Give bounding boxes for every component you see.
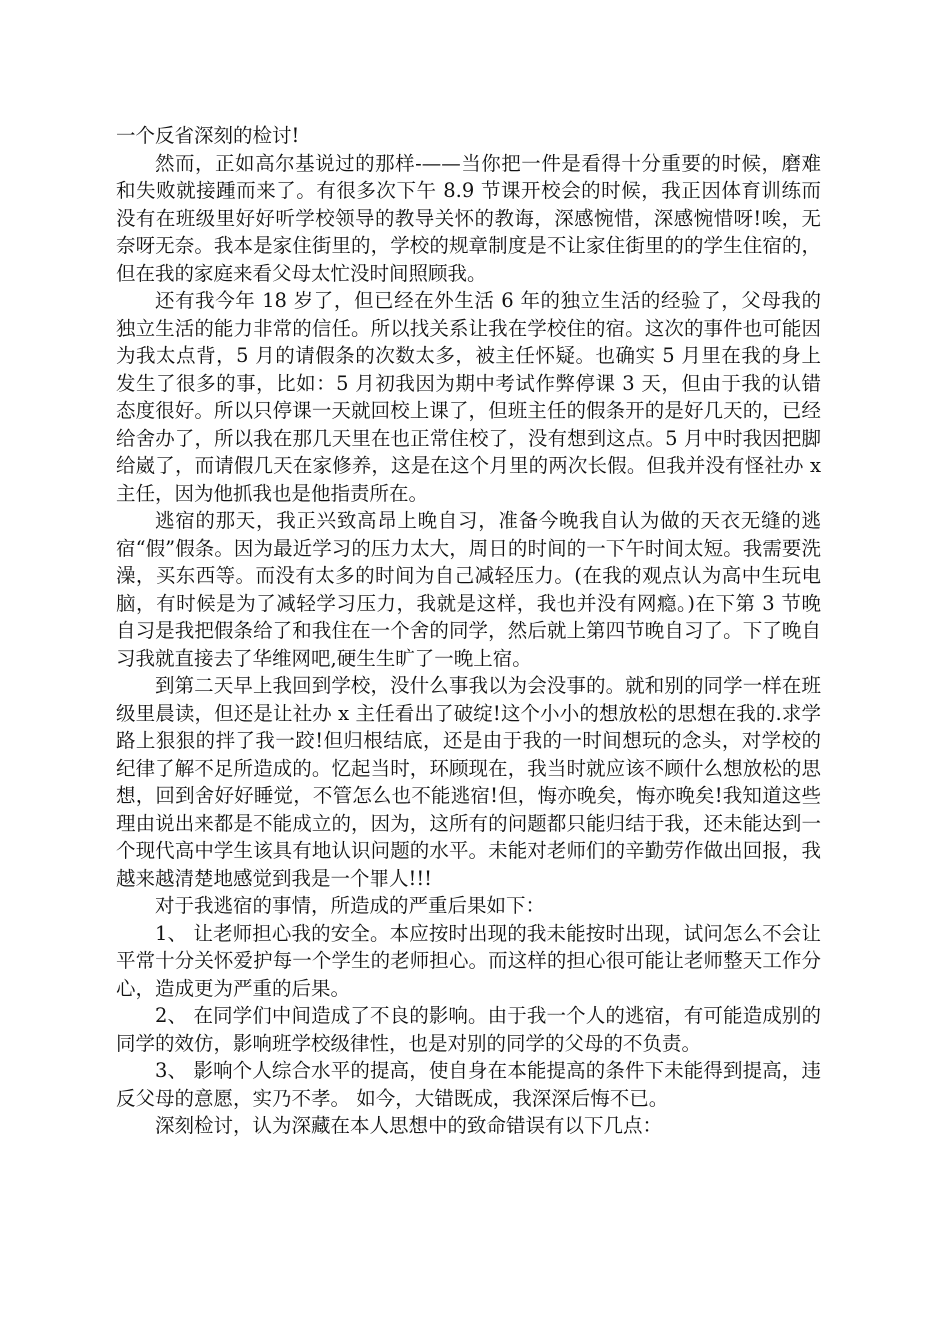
opening-line: 一个反省深刻的检讨!: [116, 124, 300, 147]
consequence-item-1: 1、 让老师担心我的安全。本应按时出现的我未能按时出现，试问怎么不会让平常十分关怀爱护每一个学生的老师担心。而这样的担心很可能让老师整天工作分心，造成更为严重的后果。: [116, 921, 821, 1000]
document-body: [116, 122, 821, 1140]
consequence-item-3: 3、 影响个人综合水平的提高，使自身在本能提高的条件下未能得到提高，违反父母的意愿，实乃不孝。 如今，大错既成，我深深后悔不已。: [116, 1059, 821, 1110]
paragraph-reflection-intro: 深刻检讨，认为深藏在本人思想中的致命错误有以下几点：: [155, 1114, 663, 1137]
paragraph-background: 还有我今年 18 岁了，但已经在外生活 6 年的独立生活的经验了，父母我的独立生活的能力非常的信任。所以找关系让我在学校住的宿。这次的事件也可能因为我太点背，5 月的请假条的次数太多，被主任怀疑。也确实 5 月里在我的身上发生了很多的事，比如：5 月初我因为期中考试作弊停课 3 天，但由于我的认错态度很好。所以只停课一天就回校上课了，但班主任的假条开的是好几天的，已经给舍办了，所以我在那几天里在也正常住校了，没有想到这点。5 月中时我因把脚给崴了，而请假几天在家修养，这是在这个月里的两次长假。但我并没有怪社办 x 主任，因为他抓我也是他指责所在。: [116, 289, 821, 505]
paragraph-gorky-quote: 然而，正如高尔基说过的那样-——当你把一件是看得十分重要的时候，磨难和失败就接踵而来了。有很多次下午 8.9 节课开校会的时候，我正因体育训练而没有在班级里好好听学校领导的教导关怀的教诲，深感惋惜，深感惋惜呀!唉，无奈呀无奈。我本是家住街里的，学校的规章制度是不让家住街里的的学生住宿的，但在我的家庭来看父母太忙没时间照顾我。: [116, 151, 821, 285]
paragraph-next-day: 到第二天早上我回到学校，没什么事我以为会没事的。就和别的同学一样在班级里晨读，但还是让社办 x 主任看出了破绽!这个小小的想放松的思想在我的.求学路上狠狠的拌了我一跤!但归根结底，还是由于我的一时间想玩的念头，对学校的纪律了解不足所造成的。忆起当时，环顾现在，我当时就应该不顾什么想放松的思想，回到舍好好睡觉，不管怎么也不能逃宿!但，悔亦晚矣，悔亦晚矣!我知道这些理由说出来都是不能成立的，因为，这所有的问题都只能归结于我，还未能达到一个现代高中学生该具有地认识问题的水平。未能对老师们的辛勤劳作做出回报，我越来越清楚地感觉到我是一个罪人!!!: [116, 674, 821, 890]
paragraph-consequences-intro: 对于我逃宿的事情，所造成的严重后果如下：: [155, 894, 546, 917]
paragraph-escape-night: 逃宿的那天，我正兴致高昂上晚自习，准备今晚我自认为做的天衣无缝的逃宿“假”假条。因为最近学习的压力太大，周日的时间的一下午时间太短。我需要洗澡，买东西等。而没有太多的时间为自己减轻压力。(在我的观点认为高中生玩电脑，有时候是为了减轻学习压力，我就是这样，我也并没有网瘾。)在下第 3 节晚自习是我把假条给了和我住在一个舍的同学，然后就上第四节晚自习了。下了晚自习我就直接去了华维网吧,硬生生旷了一晚上宿。: [116, 509, 821, 670]
consequence-item-2: 2、 在同学们中间造成了不良的影响。由于我一个人的逃宿，有可能造成别的同学的效仿，影响班学校级律性，也是对别的同学的父母的不负责。: [116, 1004, 821, 1055]
